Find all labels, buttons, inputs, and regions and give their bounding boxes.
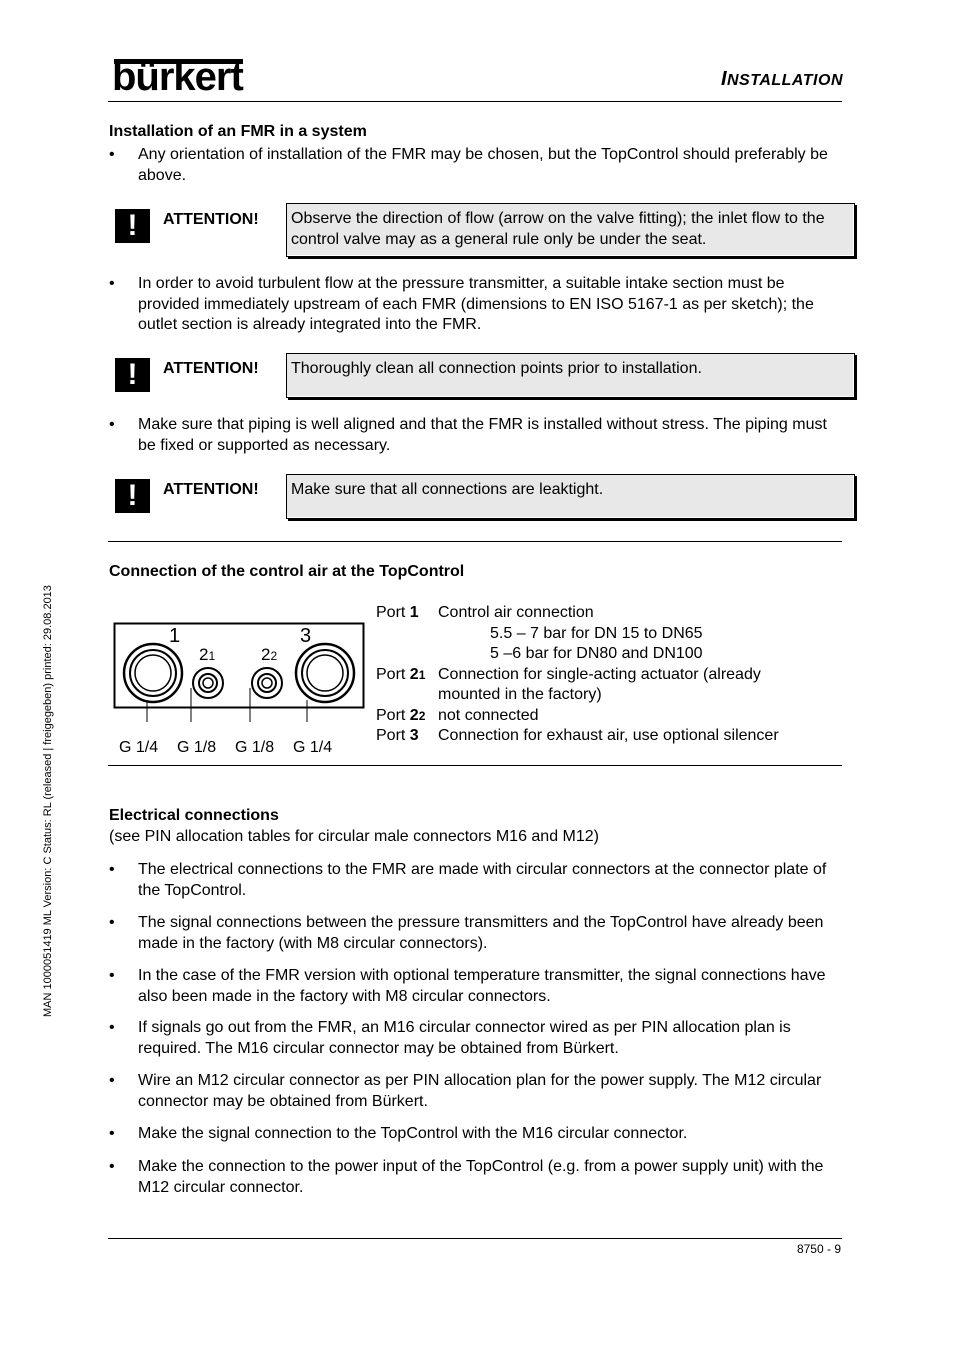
control-air-heading: Connection of the control air at the TopControl [109, 563, 465, 580]
bullet-dot: • [109, 1072, 115, 1089]
port-21-main: 2 [199, 645, 209, 664]
port-21-subscript: 1 [418, 667, 426, 682]
section-rule [108, 765, 842, 766]
port-21-desc-2: mounted in the factory) [438, 686, 602, 703]
thread-label: G 1/8 [177, 739, 217, 756]
port-descriptions [376, 603, 890, 747]
section-rule [108, 541, 842, 542]
bullet-dot: • [109, 861, 115, 878]
port-22-prefix: Port [376, 706, 410, 724]
port-22-subscript: 2 [418, 708, 426, 723]
port-1-pressure-range-2: 5 –6 bar for DN80 and DN100 [490, 645, 703, 662]
fmr-bullet-1: Any orientation of installation of the FMR may be chosen, but the TopControl should preferably be above. [138, 146, 828, 184]
electrical-bullet-1: The electrical connections to the FMR are made with circular connectors at the connector plate of the TopControl. [138, 861, 827, 899]
port-1-number: 1 [409, 604, 419, 621]
port-22-desc: not connected [438, 706, 539, 724]
fmr-install-heading: Installation of an FMR in a system [109, 123, 367, 140]
port-3-label: 3 [300, 625, 312, 647]
attention-note-3: Make sure that all connections are leaktight. [286, 474, 855, 519]
port-22-label [261, 645, 277, 665]
port-1-desc: Control air connection [438, 604, 594, 621]
electrical-bullet-3: In the case of the FMR version with optional temperature transmitter, the signal connections have also been made in the factory with M8 circular connectors. [138, 967, 826, 1005]
port-3-desc: Connection for exhaust air, use optional silencer [438, 727, 779, 744]
port-1-row [376, 603, 890, 624]
fmr-bullet-2: In order to avoid turbulent flow at the pressure transmitter, a suitable intake section must be provided immediately upstream of each FMR (dimensions to EN ISO 5167-1 as per sketch); the outlet section is already integrated into the FMR. [138, 275, 814, 333]
port-21-sub: 1 [208, 649, 216, 663]
bullet-dot: • [109, 275, 115, 292]
section-title [721, 68, 843, 91]
port-22-number: 2 [409, 706, 419, 724]
electrical-heading: Electrical connections [109, 807, 279, 824]
thread-label: G 1/4 [119, 739, 159, 756]
attention-note-1: Observe the direction of flow (arrow on the valve fitting); the inlet flow to the control valve may as a general rule only be under the seat. [286, 203, 855, 257]
port-3-row [376, 726, 890, 747]
port-21-number: 2 [409, 665, 419, 683]
port-21-row [376, 665, 890, 686]
port-21-desc: Connection for single-acting actuator (already [438, 665, 761, 683]
port-21-prefix: Port [376, 665, 410, 683]
electrical-bullet-6: Make the signal connection to the TopControl with the M16 circular connector. [138, 1125, 688, 1142]
thread-label: G 1/4 [293, 739, 333, 756]
port-1-label: 1 [169, 625, 181, 647]
footer-rule [108, 1238, 842, 1239]
doc-info-vertical: MAN 1000051419 ML Version: C Status: RL (released | freigegeben) printed: 29.08.2013 [42, 585, 54, 1017]
thread-label: G 1/8 [235, 739, 275, 756]
warning-icon: ! [115, 479, 150, 513]
page-number: 8750 - 9 [796, 1242, 841, 1256]
port-21-row-2 [376, 685, 890, 706]
brand-logo: bürkert [112, 55, 243, 99]
bullet-dot: • [109, 914, 115, 931]
port-1-pressure-range-1: 5.5 – 7 bar for DN 15 to DN65 [490, 624, 703, 642]
port-1-prefix: Port [376, 604, 410, 621]
port-1-pressure-1 [376, 624, 890, 645]
section-title-rest: NSTALLATION [727, 72, 843, 89]
port-1-pressure-2 [376, 644, 890, 665]
warning-icon: ! [115, 358, 150, 392]
header-rule [108, 101, 842, 102]
bullet-dot: • [109, 1125, 115, 1142]
port-22-sub: 2 [270, 649, 278, 663]
section-title-cap: I [720, 68, 727, 90]
attention-label-3: ATTENTION! [163, 481, 259, 498]
attention-label-2: ATTENTION! [163, 360, 259, 377]
port-22-main: 2 [261, 645, 271, 664]
bullet-dot: • [109, 416, 115, 433]
port-22-row [376, 706, 890, 727]
bullet-dot: • [109, 1158, 115, 1175]
fmr-bullet-3: Make sure that piping is well aligned and that the FMR is installed without stress. The piping must be fixed or supported as necessary. [138, 416, 827, 454]
port-21-label [199, 645, 215, 665]
electrical-bullet-4: If signals go out from the FMR, an M16 circular connector wired as per PIN allocation plan is required. The M16 circular connector may be obtained from Bürkert. [138, 1019, 791, 1057]
connector-plate [115, 624, 364, 708]
bullet-dot: • [109, 146, 115, 163]
electrical-bullet-2: The signal connections between the pressure transmitters and the TopControl have already been made in the factory (with M8 circular connectors). [138, 914, 824, 952]
bullet-dot: • [109, 1019, 115, 1036]
bullet-dot: • [109, 967, 115, 984]
warning-icon: ! [115, 209, 150, 243]
port-3-prefix: Port [376, 727, 410, 744]
port-3-number: 3 [409, 727, 419, 744]
port-diagram [113, 622, 365, 752]
electrical-bullet-7: Make the connection to the power input of the TopControl (e.g. from a power supply unit) with the M12 circular connector. [138, 1158, 824, 1196]
electrical-bullet-5: Wire an M12 circular connector as per PIN allocation plan for the power supply. The M12 circular connector may be obtained from Bürkert. [138, 1072, 822, 1110]
electrical-subheading: (see PIN allocation tables for circular male connectors M16 and M12) [109, 828, 599, 845]
attention-label-1: ATTENTION! [163, 211, 259, 228]
attention-note-2: Thoroughly clean all connection points prior to installation. [286, 353, 855, 398]
